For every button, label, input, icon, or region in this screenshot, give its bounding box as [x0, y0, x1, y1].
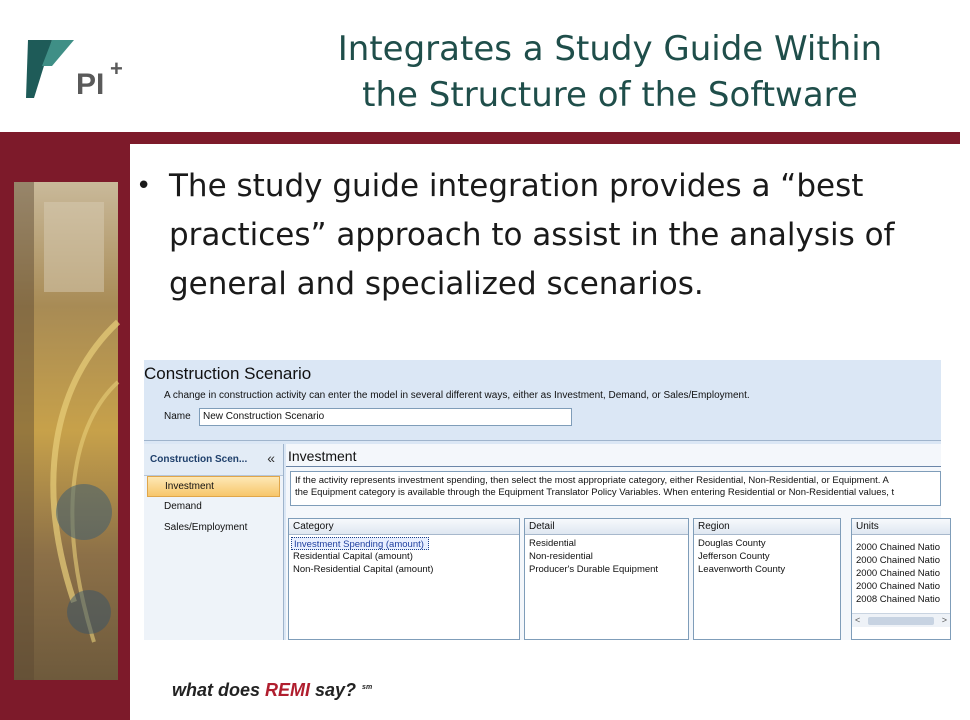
- bullet-point: [136, 162, 946, 309]
- units-list[interactable]: [851, 518, 951, 640]
- detail-item[interactable]: Producer's Durable Equipment: [529, 564, 659, 575]
- footer-brand: REMI: [265, 680, 311, 700]
- region-item[interactable]: Jefferson County: [698, 551, 770, 562]
- logo-leaf-dark: [26, 40, 52, 98]
- units-item[interactable]: 2000 Chained Natio: [856, 581, 940, 592]
- bullet-dot: •: [136, 171, 152, 201]
- slide-title: [250, 26, 970, 118]
- units-item[interactable]: 2000 Chained Natio: [856, 555, 940, 566]
- sidebar-item-demand[interactable]: Demand: [164, 501, 202, 512]
- panel-description: [290, 471, 941, 506]
- footer-tagline: [172, 680, 372, 701]
- scrollbar-thumb[interactable]: [868, 617, 934, 625]
- category-item[interactable]: Residential Capital (amount): [293, 551, 413, 562]
- construction-scenario-window: [144, 360, 947, 640]
- name-input[interactable]: New Construction Scenario: [199, 408, 572, 426]
- scenario-sidebar: [144, 444, 284, 640]
- panel-rule: [286, 466, 941, 467]
- scroll-left-icon[interactable]: <: [855, 615, 861, 625]
- category-item[interactable]: Non-Residential Capital (amount): [293, 564, 434, 575]
- footer-pre: what does: [172, 680, 266, 700]
- name-label: Name: [164, 411, 191, 422]
- separator: [144, 440, 941, 441]
- detail-item[interactable]: Residential: [529, 538, 576, 549]
- header-band: [0, 132, 960, 144]
- logo-plus: +: [110, 56, 123, 81]
- app-description: A change in construction activity can enter the model in several different ways, either as Investment, Demand, or Sales/Employment.: [164, 390, 750, 401]
- sidebar-item-sales-employment[interactable]: Sales/Employment: [164, 522, 248, 533]
- region-list[interactable]: [693, 518, 841, 640]
- investment-panel: [286, 444, 947, 640]
- logo-text: PI: [76, 68, 105, 101]
- sidebar-header: [144, 444, 283, 476]
- pi-plus-logo: [22, 36, 132, 106]
- detail-item[interactable]: Non-residential: [529, 551, 593, 562]
- units-item[interactable]: 2008 Chained Natio: [856, 594, 940, 605]
- panel-title: Investment: [288, 448, 357, 464]
- footer-post: say?: [310, 680, 357, 700]
- sidebar-item-investment[interactable]: Investment: [147, 476, 280, 497]
- bullet-text: The study guide integration provides a “best practices” approach to assist in the analysis of general and specialized scenarios.: [169, 168, 895, 302]
- detail-header: Detail: [525, 519, 688, 535]
- category-item-selected[interactable]: Investment Spending (amount): [291, 537, 429, 550]
- region-header: Region: [694, 519, 840, 535]
- units-header: Units: [852, 519, 950, 535]
- region-item[interactable]: Leavenworth County: [698, 564, 786, 575]
- slide-header: [0, 0, 960, 132]
- rotunda-photo: [14, 182, 118, 680]
- region-item[interactable]: Douglas County: [698, 538, 766, 549]
- units-item[interactable]: 2000 Chained Natio: [856, 542, 940, 553]
- units-item[interactable]: 2000 Chained Natio: [856, 568, 940, 579]
- detail-list[interactable]: [524, 518, 689, 640]
- collapse-icon[interactable]: «: [267, 450, 275, 466]
- sidebar-header-label: Construction Scen...: [150, 454, 248, 465]
- desc-line-2: the Equipment category is available through the Equipment Translator Policy Variables. When entering Residential or Non-Residential values, t: [295, 487, 895, 498]
- footer-sm: sm: [362, 684, 373, 691]
- category-header: Category: [289, 519, 519, 535]
- scroll-right-icon[interactable]: >: [941, 615, 947, 625]
- title-line-1: Integrates a Study Guide Within: [337, 29, 883, 69]
- desc-line-1: If the activity represents investment spending, then select the most appropriate category, either Residential, Non-Residential, or Equipment. A: [295, 475, 889, 486]
- units-horizontal-scrollbar[interactable]: [852, 613, 950, 627]
- title-line-2: the Structure of the Software: [362, 75, 858, 115]
- app-title: Construction Scenario: [144, 364, 312, 383]
- category-list[interactable]: [288, 518, 520, 640]
